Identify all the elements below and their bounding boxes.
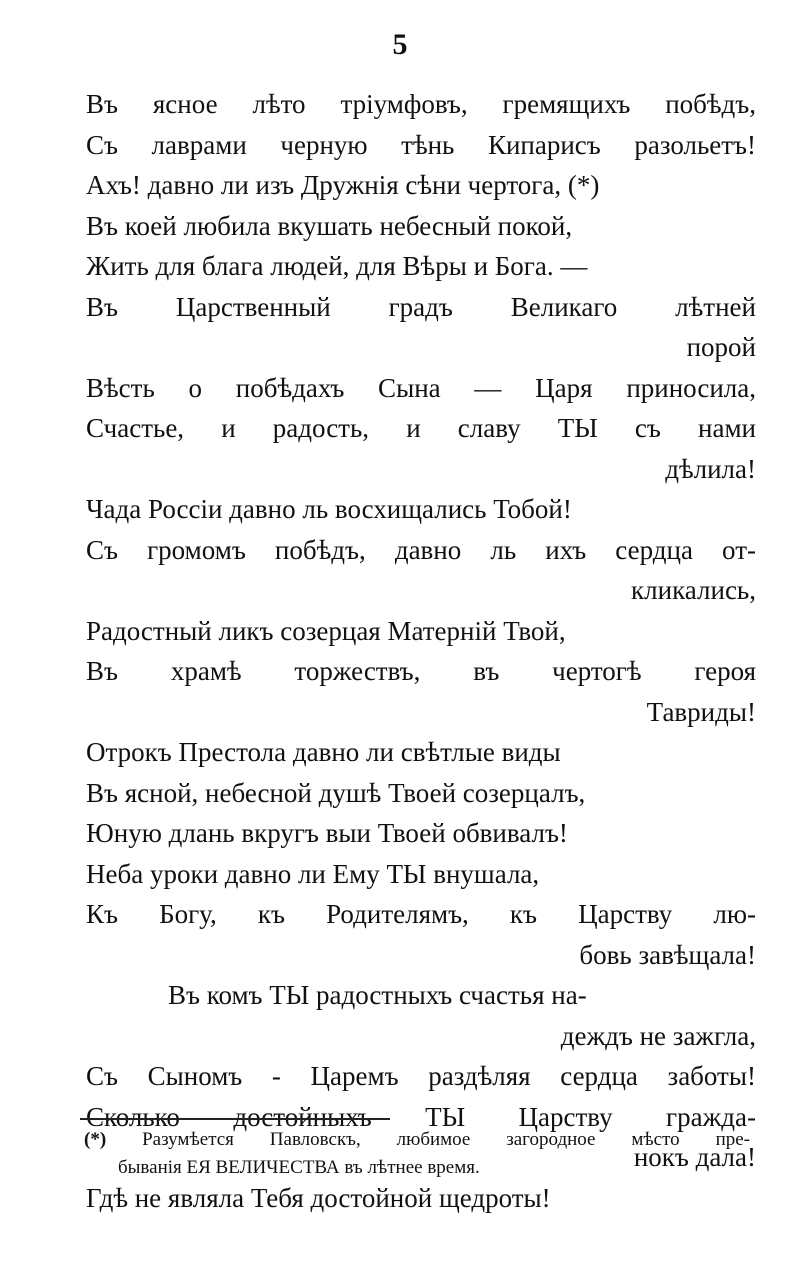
poem-line: Чада Россіи давно ль восхищались Тобой!	[86, 494, 572, 524]
poem-line: бовь завѣщала!	[579, 939, 756, 970]
footnote	[84, 1126, 750, 1182]
poem-line: Съ лаврами черную тѣнь Кипарисъ разольетъ!	[86, 129, 756, 160]
poem-line: Гдѣ не являла Тебя достойной щедроты!	[86, 1182, 551, 1213]
poem-line: Въ Царственный градъ Великаго лѣтней	[86, 291, 756, 322]
poem-line: Ахъ! давно ли изъ Дружнія сѣни чертога, (*)	[86, 170, 600, 200]
poem-line: Съ громомъ побѣдъ, давно ль ихъ сердца от-	[86, 534, 756, 565]
footnote-text: Разумѣется Павловскъ, любимое загородное мѣсто пре-	[142, 1129, 750, 1150]
poem-line: Тавриды!	[646, 696, 756, 727]
poem-line: Въ коей любила вкушать небесный покой,	[86, 210, 573, 241]
poem-line: кликались,	[631, 575, 756, 605]
poem-line: Отрокъ Престола давно ли свѣтлые виды	[86, 737, 561, 767]
poem-line: Къ Богу, къ Родителямъ, къ Царству лю-	[86, 899, 756, 929]
footnote-divider	[80, 1118, 390, 1120]
poem-line: деждъ не зажгла,	[560, 1020, 756, 1051]
poem-line: нокъ дала!	[633, 1142, 756, 1172]
poem-line: порой	[686, 332, 756, 362]
poem-line: Въ ясной, небесной душѣ Твоей созерцалъ,	[86, 777, 586, 808]
poem-line: дѣлила!	[665, 453, 756, 484]
poem-line: Юную длань вкругъ выи Твоей обвивалъ!	[86, 818, 568, 848]
poem-line: Съ Сыномъ - Царемъ раздѣляя сердца заботы!	[86, 1061, 756, 1091]
footnote-line: быванія ЕЯ ВЕЛИЧЕСТВА въ лѣтнее время.	[118, 1157, 480, 1178]
page-number: 5	[392, 28, 408, 61]
poem-line: Сколько достойныхъ ТЫ Царству гражда-	[86, 1101, 756, 1132]
poem-text	[86, 84, 756, 1218]
footnote-mark: (*)	[84, 1129, 107, 1150]
poem-line: Въ ясное лѣто тріумфовъ, гремящихъ побѣдъ,	[86, 89, 756, 119]
footnote-line	[84, 1126, 750, 1154]
poem-line: Въ комъ ТЫ радостныхъ счастья на-	[168, 980, 587, 1010]
poem-line: Радостный ликъ созерцая Матерній Твой,	[86, 615, 566, 646]
poem-line: Вѣсть о побѣдахъ Сына — Царя приносила,	[86, 372, 756, 403]
poem-line: Счастье, и радость, и славу ТЫ съ нами	[86, 413, 756, 443]
poem-line: Жить для блага людей, для Вѣры и Бога. —	[86, 251, 588, 281]
poem-line: Неба уроки давно ли Ему ТЫ внушала,	[86, 858, 540, 889]
poem-line: Въ храмѣ торжествъ, въ чертогѣ героя	[86, 656, 756, 686]
